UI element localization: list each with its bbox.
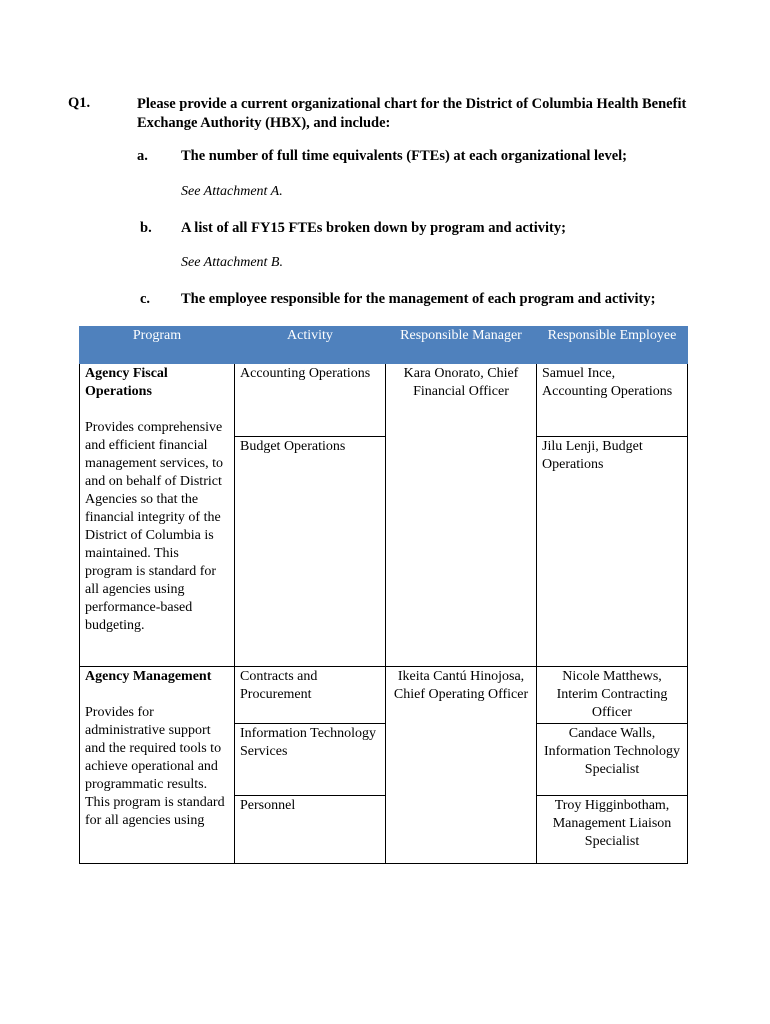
header-program: Program: [80, 327, 235, 364]
program-title: Agency Fiscal Operations: [85, 366, 168, 399]
employee-cell: Candace Walls, Information Technology Specialist: [537, 724, 688, 796]
manager-cell: Ikeita Cantú Hinojosa, Chief Operating Officer: [386, 667, 537, 864]
program-cell: [80, 364, 235, 667]
item-a-answer: See Attachment A.: [181, 184, 283, 199]
question-number: Q1.: [68, 95, 91, 111]
table-row: [80, 667, 688, 724]
activity-cell: Accounting Operations: [235, 364, 386, 437]
item-c-label: c.: [140, 291, 151, 307]
table-row: [80, 364, 688, 437]
activity-cell: Personnel: [235, 796, 386, 864]
header-row: [80, 327, 688, 364]
employee-cell: Troy Higginbotham, Management Liaison Specialist: [537, 796, 688, 864]
header-activity: Activity: [235, 327, 386, 364]
item-b-answer: See Attachment B.: [181, 255, 283, 270]
header-manager: Responsible Manager: [386, 327, 537, 364]
item-a-label: a.: [137, 148, 148, 164]
item-b-label: b.: [140, 220, 152, 236]
program-description: Provides for administrative support and the required tools to achieve operational and programmatic results. This program is standard for all agencies using: [85, 705, 225, 828]
activity-cell: Budget Operations: [235, 437, 386, 667]
employee-cell: Nicole Matthews, Interim Contracting Officer: [537, 667, 688, 724]
program-title: Agency Management: [85, 669, 212, 684]
item-b-text: A list of all FY15 FTEs broken down by program and activity;: [181, 220, 566, 236]
question-text: Please provide a current organizational chart for the District of Columbia Health Benefit Exchange Authority (HBX), and include:: [137, 96, 687, 131]
item-a-text: The number of full time equivalents (FTEs) at each organizational level;: [181, 148, 627, 164]
program-cell: [80, 667, 235, 864]
activity-cell: Contracts and Procurement: [235, 667, 386, 724]
header-employee: Responsible Employee: [537, 327, 688, 364]
employee-cell: Samuel Ince, Accounting Operations: [537, 364, 688, 437]
org-table: [79, 326, 688, 864]
item-c-text: The employee responsible for the management of each program and activity;: [181, 291, 656, 307]
program-description: Provides comprehensive and efficient financial management services, to and on behalf of District Agencies so that the financial integrity of the District of Columbia is maintained. This program is standard for all agencies using performance-based budgeting.: [85, 420, 224, 633]
manager-cell: Kara Onorato, Chief Financial Officer: [386, 364, 537, 667]
activity-cell: Information Technology Services: [235, 724, 386, 796]
employee-cell: Jilu Lenji, Budget Operations: [537, 437, 688, 667]
